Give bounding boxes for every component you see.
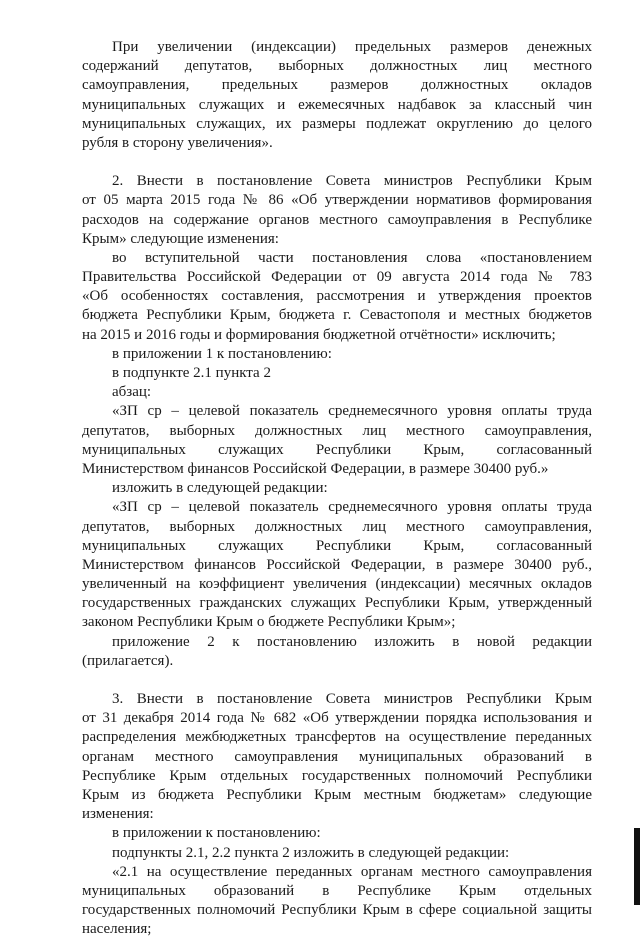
text-line: органам местного самоуправления муниципальных образований в [82,748,592,765]
text-line: Правительства Российской Федерации от 09 августа 2014 года № 783 [82,269,592,286]
paragraph-gap [82,671,592,690]
text-line: «Об особенностях составления, рассмотрения и утверждения проектов [82,288,592,305]
text-line: приложение 2 к постановлению изложить в новой редакции [112,633,592,650]
text-line: Министерством финансов Российской Федерации, в размере 30400 руб.» [82,460,549,477]
text-line: населения; [82,921,152,938]
text-line: подпункты 2.1, 2.2 пункта 2 изложить в следующей редакции: [112,844,510,861]
text-line: При увеличении (индексации) предельных размеров денежных [112,39,592,55]
text-line: государственных полномочий Республики Крым в сфере социальной защиты [82,902,592,919]
paragraph-2 [82,172,592,671]
text-line: депутатов, выборных должностных лиц местного самоуправления, [82,518,592,535]
text-line: государственных гражданских служащих Республики Крым, утвержденный [82,595,592,612]
text-line: муниципальных образований в Республике Крым отдельных [82,882,592,899]
text-line: увеличенный на коэффициент увеличения (индексации) месячных окладов [82,576,592,593]
text-line: Республике Крым отдельных государственных полномочий Республики [82,767,592,784]
text-line: распределения межбюджетных трансфертов на осуществление переданных [82,729,592,746]
text-line: в приложении к постановлению: [112,825,321,842]
text-line: депутатов, выборных должностных лиц местного самоуправления, [82,422,592,439]
paragraph-1 [82,38,592,153]
text-line: абзац: [112,384,152,401]
text-line: муниципальных служащих Республики Крым, согласованный [82,441,592,458]
text-line: 3. Внести в постановление Совета министров Республики Крым [112,691,592,707]
text-line: расходов на содержание органов местного самоуправления в Республике [82,211,592,228]
paragraph-3 [82,690,592,939]
text-line: в приложении 1 к постановлению: [112,345,332,362]
text-line: самоуправления, предельных размеров должностных окладов [82,77,592,94]
text-line: 2. Внести в постановление Совета министров Республики Крым [112,173,592,190]
text-line: от 31 декабря 2014 года № 682 «Об утверждении порядка использования и [82,710,592,727]
text-line: «2.1 на осуществление переданных органам местного самоуправления [112,863,592,880]
text-line: Министерством финансов Российской Федерации, в размере 30400 руб., [82,556,592,573]
text-line: изложить в следующей редакции: [112,480,328,497]
text-line: Крым» следующие изменения: [82,230,279,247]
document-page [82,38,592,939]
text-line: в подпункте 2.1 пункта 2 [112,365,271,381]
text-line: бюджета Республики Крым, бюджета г. Севастополя и местных бюджетов [82,307,592,324]
text-line: муниципальных служащих Республики Крым, согласованный [82,537,592,554]
text-line: «ЗП ср – целевой показатель среднемесячного уровня оплаты труда [112,499,592,516]
scan-edge-mark [634,828,640,905]
text-line: (прилагается). [82,652,174,669]
text-line: муниципальных служащих и ежемесячных надбавок за классный чин [82,96,592,113]
paragraph-gap [82,153,592,172]
text-line: от 05 марта 2015 года № 86 «Об утверждении нормативов формирования [82,192,592,209]
text-line: муниципальных служащих, их размеры подлежат округлению до целого [82,115,592,132]
text-line: во вступительной части постановления слова «постановлением [112,249,592,266]
text-line: законом Республики Крым о бюджете Республики Крым»; [82,614,456,631]
text-line: изменения: [82,806,154,823]
text-line: содержаний депутатов, выборных должностных лиц местного [82,58,592,75]
text-line: «ЗП ср – целевой показатель среднемесячного уровня оплаты труда [112,403,592,420]
text-line: Крым из бюджета Республики Крым местным бюджетам» следующие [82,786,592,803]
text-line: рубля в сторону увеличения». [82,134,273,151]
text-line: на 2015 и 2016 годы и формирования бюджетной отчётности» исключить; [82,326,556,343]
